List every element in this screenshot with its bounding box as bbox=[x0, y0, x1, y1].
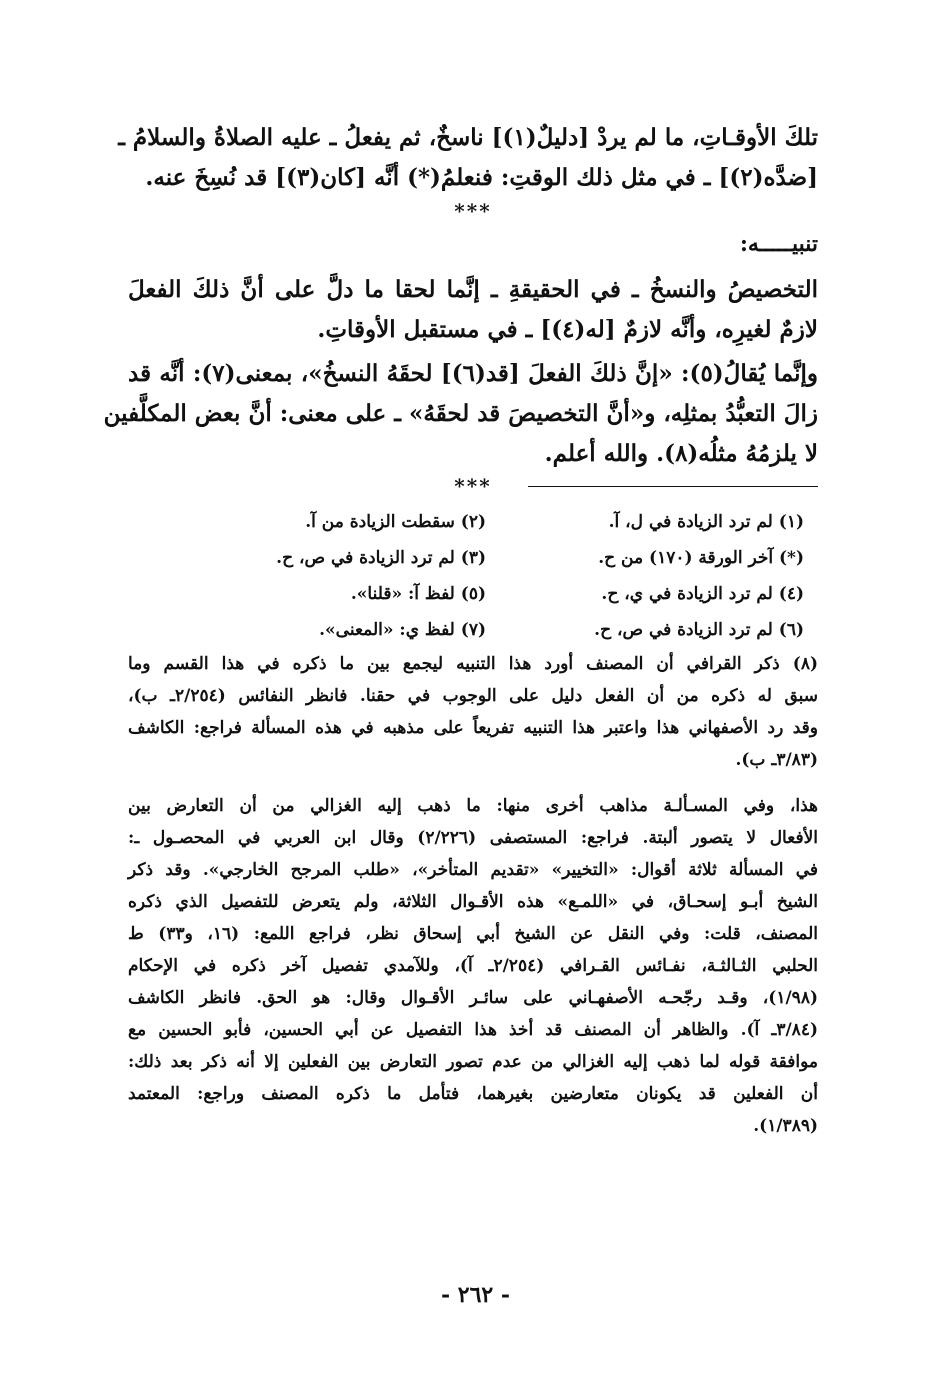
footnote-extra-line: في المسألة ثلاثة أقوال: «التخيير» «تقديم المتأخر»، «طلب المرجح الخارجي». وقد ذكر bbox=[128, 860, 818, 880]
footnote-extra-line: الحلبي الثـالثـة، نفـائس القـرافي (٢/٢٥٤ـ آ)، وللآمدي تفصيل آخر ذكره في الإحكام bbox=[128, 956, 818, 976]
section-heading: تنبيـــــه: bbox=[739, 231, 818, 257]
paragraph-line: لازمٌ لغيرِه، وأنَّه لازمٌ [له(٤)] ـ في مستقبل الأوقاتِ. bbox=[317, 316, 818, 343]
separator-stars: *** bbox=[454, 474, 492, 498]
footnote-extra-line: المصنف، قلت: وفي النقل عن الشيخ أبي إسحاق نظر، فراجع اللمع: (١٦، و٣٣) ط bbox=[128, 924, 818, 944]
footnote-extra-line: موافقة قوله لما ذهب إليه الغزالي من عدم تصور التعارض بين الفعلين إلا أنه ذكر بعد ذلك: bbox=[128, 1052, 818, 1072]
paragraph-line: وإنَّما يُقالُ(٥): «إنَّ ذلكَ الفعلَ [قد(٦)] لحقَهُ النسخُ»، بمعنى(٧): أنَّه قد bbox=[128, 360, 818, 387]
main-text-line: [ضدَّه(٢)] ـ في مثل ذلك الوقتِ: فنعلمُ(*) أنَّه [كان(٣)] قد نُسِخَ عنه. bbox=[145, 164, 818, 191]
footnote-item: (٦) لم ترد الزيادة في ص، ح. bbox=[594, 620, 804, 640]
footnote-item: (٥) لفظ آ: «قلنا». bbox=[350, 584, 486, 604]
paragraph-line: زالَ التعبُّدُ بمثلِه، و«أنَّ التخصيصَ قد لحقَهُ» ـ على معنى: أنَّ بعض المكلَّفين bbox=[103, 400, 818, 427]
footnote-extra-line: الأفعال لا يتصور ألبتة. فراجع: المستصفى (٢/٢٢٦) وقال ابن العربي في المحصـول ـ: bbox=[128, 828, 818, 848]
footnote-item: (٤) لم ترد الزيادة في ي، ح. bbox=[601, 584, 804, 604]
footnote-item: (١) لم ترد الزيادة في ل، آ. bbox=[608, 512, 804, 532]
footnote-8-line: سبق له ذكره من أن الفعل دليل على الوجوب في حقنا. فانظر النفائس (٢/٢٥٤ـ ب)، bbox=[128, 686, 818, 706]
footnote-extra-line: هذا، وفي المسـألـة مذاهب أخرى منها: ما ذهب إليه الغزالي من أن التعارض بين bbox=[128, 796, 818, 816]
footnote-item: (٢) سقطت الزيادة من آ. bbox=[305, 512, 486, 532]
footnote-8-line: (٣/٨٣ـ ب). bbox=[735, 750, 818, 770]
paragraph-line: لا يلزمُهُ مثلُه(٨). والله أعلم. bbox=[544, 440, 818, 467]
footnote-item: (*) آخر الورقة (١٧٠) من ح. bbox=[598, 548, 804, 568]
section-separator-stars: *** bbox=[454, 199, 492, 223]
page-body bbox=[103, 118, 818, 1142]
footnote-extra-line: الشيخ أبـو إسحـاق، في «اللمـع» هذه الأقـوال الثلاثة، ولم يتعرض للتفصيل الذي ذكره bbox=[128, 892, 818, 912]
footnote-item: (٧) لفظ ي: «المعنى». bbox=[319, 620, 486, 640]
footnote-8-line: وقد رد الأصفهاني هذا واعتبر هذا التنبيه تفريعاً على مذهبه في هذه المسألة فراجع: الكاشف bbox=[128, 718, 818, 738]
footnote-item: (٣) لم ترد الزيادة في ص، ح. bbox=[276, 548, 486, 568]
paragraph-line: التخصيصُ والنسخُ ـ في الحقيقةِ ـ إنَّما لحقا ما دلَّ على أنَّ ذلكَ الفعلَ bbox=[128, 276, 818, 303]
footnotes-grid bbox=[188, 504, 804, 648]
footnote-extra-line: (١/٣٨٩). bbox=[753, 1116, 818, 1136]
main-text-line: تلكَ الأوقـاتِ، ما لم يردْ [دليلٌ(١)] ناسخٌ، ثم يفعلُ ـ عليه الصلاةُ والسلامُ ـ bbox=[118, 124, 818, 151]
footnote-extra-line: (٣/٨٤ـ آ). والظاهر أن المصنف قد أخذ هذا التفصيل عن أبي الحسين، فأبو الحسين مع bbox=[128, 1020, 818, 1040]
footnote-extra-line: أن الفعلين قد يكونان متعارضين بغيرهما، فتأمل ما ذكره المصنف وراجع: المعتمد bbox=[128, 1084, 818, 1104]
footnote-separator bbox=[128, 474, 818, 504]
page-number: - ٢٦٢ - bbox=[440, 1282, 511, 1308]
footnote-8-line: (٨) ذكر القرافي أن المصنف أورد هذا التنبيه ليجمع بين ما ذكره في هذا القسم وما bbox=[128, 654, 818, 674]
footnote-extra-line: (١/٩٨)، وقـد رجّحـه الأصفهـاني على سائـر الأقـوال وقال: هو الحق. فانظر الكاشف bbox=[128, 988, 818, 1008]
